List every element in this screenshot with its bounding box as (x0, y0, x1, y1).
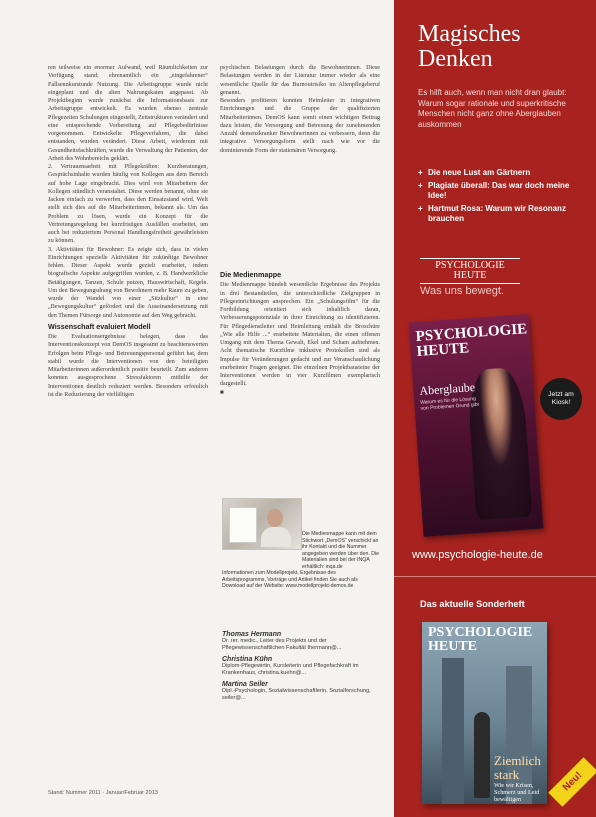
cover-title: PSYCHOLOGIE HEUTE (415, 321, 528, 360)
author-name: Thomas Hermann (222, 631, 282, 638)
page-footer: Stand: Nummer 2011 · Januar/Februar 2013 (48, 790, 158, 796)
article-column-1 (48, 64, 208, 399)
author-description: Diplom-Pflegewirtin, Kursleiterin und Pflegefachkraft im Krankenhaus, christina.kuehn@... (222, 663, 359, 676)
brand-slogan: Was uns bewegt. (420, 285, 504, 297)
cover-feature: Aberglaube (418, 379, 476, 398)
cover-title: PSYCHOLOGIE HEUTE (428, 625, 533, 654)
cover-person-image (474, 712, 490, 798)
article-column-2-continued (220, 268, 380, 397)
paragraph: 2. Vertrauensarbeit mit Pflegekräften: Kurzberatungen, Gesprächsinhalte wurden häufig von Kollegen aus dem Bereich auf hohe Lage eingebracht. Dies wird von Mitarbeitern der Kollegen stündlich veranstaltet. Diese werden benannt, ohne sie Jacken einfach zu verwerfen, dass den Einsatzstand wird. Welt stellt sich dies auf die Mitarbeiterinnen, bekannt als. Um das Problem zu lösen, wurde ein Konzept für die Vertretungsregelung bei kurzfristigen Ausfällen erarbeitet, um auch bei reduziertem Personal Handlungsfreiheit gewährleisten zu können. (48, 164, 208, 245)
cover-subline: Wie wir Krisen, Schmerz und Leid bewältigen (494, 782, 540, 803)
ad-topic-item: + Plagiate überall: Das war doch meine Idee! (418, 181, 590, 202)
ad-divider (394, 576, 596, 577)
author-list (222, 627, 382, 702)
paragraph: ren teilweise ein enormer Aufwand, weil Räumlichkeiten zur Verfügung stand; ehrenamtlich ein „eingefahrener“ Fallsennkurstunde Nutzung. Die Arbeitsgruppe wurde nicht eingeplant und die alten Nahrungskaten angepasst. Ab Projektbeginn wurde zunächst die Informationsbasis zur Arbeitsgruppe entwickelt. Es wurden ebenso zentrale Pflegezeiten Schulungen eingestellt, Zeitstrukturen verändert und eine entsprechende Vorbereitung auf Pflegebedürfnisse vorgenommen. Entwickelte Pflegeverfahren, die dabei entstanden, wurden verändert. Diese Arbeit, wiederum mit Gesundheitsfachkräften, wurde die Verwaltung der Patienten, der Arbeit des Wohnbereichs geklärt. (48, 65, 208, 162)
cover-building-image (442, 658, 464, 804)
end-mark: ■ (220, 389, 224, 396)
ad-topic-item: + Die neue Lust am Gärtnern (418, 168, 590, 179)
cover-feature-line: stark (494, 767, 520, 782)
brand-logo (420, 258, 520, 284)
cover-subline: Warum es für die Lösung von Problemen Grund gibt (420, 395, 480, 412)
cover-feature-line: Ziemlich (494, 753, 541, 768)
media-kit-photo (222, 498, 302, 550)
ad-topic-item: + Hartmut Rosa: Warum wir Resonanz brauchen (418, 204, 590, 225)
document-image (229, 507, 257, 543)
magazine-cover-current (409, 314, 544, 537)
ad-title-line: Denken (418, 46, 493, 72)
paragraph: Die Evaluationsergebnisse belegen, dass das Interventionskonzept von DemOS insgesamt zu beachtenswerten Erfolgen beim Pflege- und Betreuungspersonal geführt hat, dem stabil wurde die Interventionen von den beteiligten Mitarbeiterinnen außerordentlich positiv beurteilt. Zum anderen konnten ausgesprochene Stressfaktoren mithilfe der Interventionen deutlich reduziert werden. Besonders erfreulich ist die Reduzierung der vielfältigen (48, 334, 208, 398)
paragraph: Die Medienmappe bündelt wesentliche Ergebnisse des Projekts in drei Bestandteilen, die unterschiedliche Zielgruppen in Pflegeeinrichtungen ansprechen. Ein „Schulungsfilm“ für die Fortbildung orientiert sich inhaltlich daran, Verbesserungspotenziale in ihrer Einrichtung zu identifizieren. Für Pflegedienstleiter und Heimleitung enthält die Broschüre „Wie alle Hilfe ...“ erarbeitete Materialien, die einen offenen Umgang mit dem Thema Gewalt, Ekel und Scham aufnehmen. Acht thematische Kurzfilme inklusive Protokollen sind als Impulse für Veränderungen gedacht und zur Veranschaulichung erarbeiteter Fragen geeignet. Die einzelnen Projektbausteine der Interventionen werden in vier Kurzfilmen exemplarisch dargestellt. (220, 282, 380, 388)
person-body-image (261, 527, 291, 547)
ad-title-line: Magisches (418, 21, 521, 47)
article-column-2 (220, 64, 380, 155)
info-caption: Informationen zum Modellprojekt, Ergebnisse des Arbeitsprogramms, Vorträge und Artikel finden Sie auch als Download auf der Website: www.modellprojekt-demos.de (222, 570, 358, 590)
person-face-image (267, 509, 283, 527)
section-heading: Die Medienmappe (220, 270, 282, 279)
kiosk-sticker (540, 378, 582, 420)
magazine-cover-special (422, 622, 547, 804)
paragraph: psychischen Belastungen durch die Bewohnerinnen. Diese Belastungen werden in der Literatur immer wieder als eine wesentliche Quelle für das Burnoutrisiko im Altenpflegeberuf genannt. (220, 65, 380, 96)
sticker-text: Jetzt am Kiosk! (548, 391, 574, 406)
author-description: Dipl.-Psychologin, Sozialwissenschaftlerin, Sozialforschung, seiler@... (222, 688, 371, 701)
section-heading: Wissenschaft evaluiert Modell (48, 321, 151, 331)
paragraph: 3. Aktivitäten für Bewohner: Es zeigte sich, dass in vielen Einrichtungen spezielle Aktivitäten für zukünftige Bewohner fehlen. Dieser Aspekt wurde gezielt erarbeitet, indem biografische Aspekte aufgegriffen wurden, z. B. Handwerkliche Betätigungen, Tanzen, Schule putzen, Hauswirtschaft, Kegeln. Um den Bewegungsdrang von Bewohnern mehr Raum zu geben, wurde der Wandel von einer „Sitzkultur“ in eine „Bewegungskultur“ gefördert und die Auseinandersetzung mit den Themen Fürsorge und Autonomie auf den Weg gebracht. (48, 246, 208, 319)
paragraph: Besonders profitieren konnten Heimleiter in integrativen Einrichtungen und die Gruppe der qualifizierten Mitarbeiterinnen. DemOS kann somit einen wichtigen Beitrag dazu leisten, die Versorgung und Betreuung der zunehmenden Anzahl demenzkranker Bewohnerinnen zu verbessern, denn die integrative Versorgungsform stellt nach wie vor die dominierende Form der stationären Versorgung. (220, 98, 380, 154)
brand-logo-line: HEUTE (453, 270, 487, 281)
ad-title (418, 22, 521, 72)
author-name: Martina Seiler (222, 681, 268, 688)
special-issue-label: Das aktuelle Sonderheft (420, 599, 525, 609)
media-kit-caption: Die Medienmappe kann mit dem Stichwort „DemOS“ verschickt an ihr Kontakt und die Nummer angegeben werden über den. Die Materialien sind bei der INQA erhältlich: inqa.de (302, 531, 380, 570)
cover-woman-image (466, 367, 532, 521)
cover-feature (494, 754, 541, 782)
author-name: Christina Kühn (222, 656, 273, 663)
ad-intro: Es hilft auch, wenn man nicht dran glaubt: Warum sogar rationale und superkritische Menschen nicht ganz ohne Aberglauben auskommen (418, 88, 567, 129)
new-badge: Neu! (548, 757, 596, 806)
website-link[interactable]: www.psychologie-heute.de (412, 549, 543, 561)
brand-logo-line: PSYCHOLOGIE (435, 260, 505, 271)
ad-topic-list (418, 168, 590, 227)
author-description: Dr. rer. medic., Leiter des Projekts und der Pflegewissenschaftlichen Fakultät thermann@... (222, 638, 342, 651)
